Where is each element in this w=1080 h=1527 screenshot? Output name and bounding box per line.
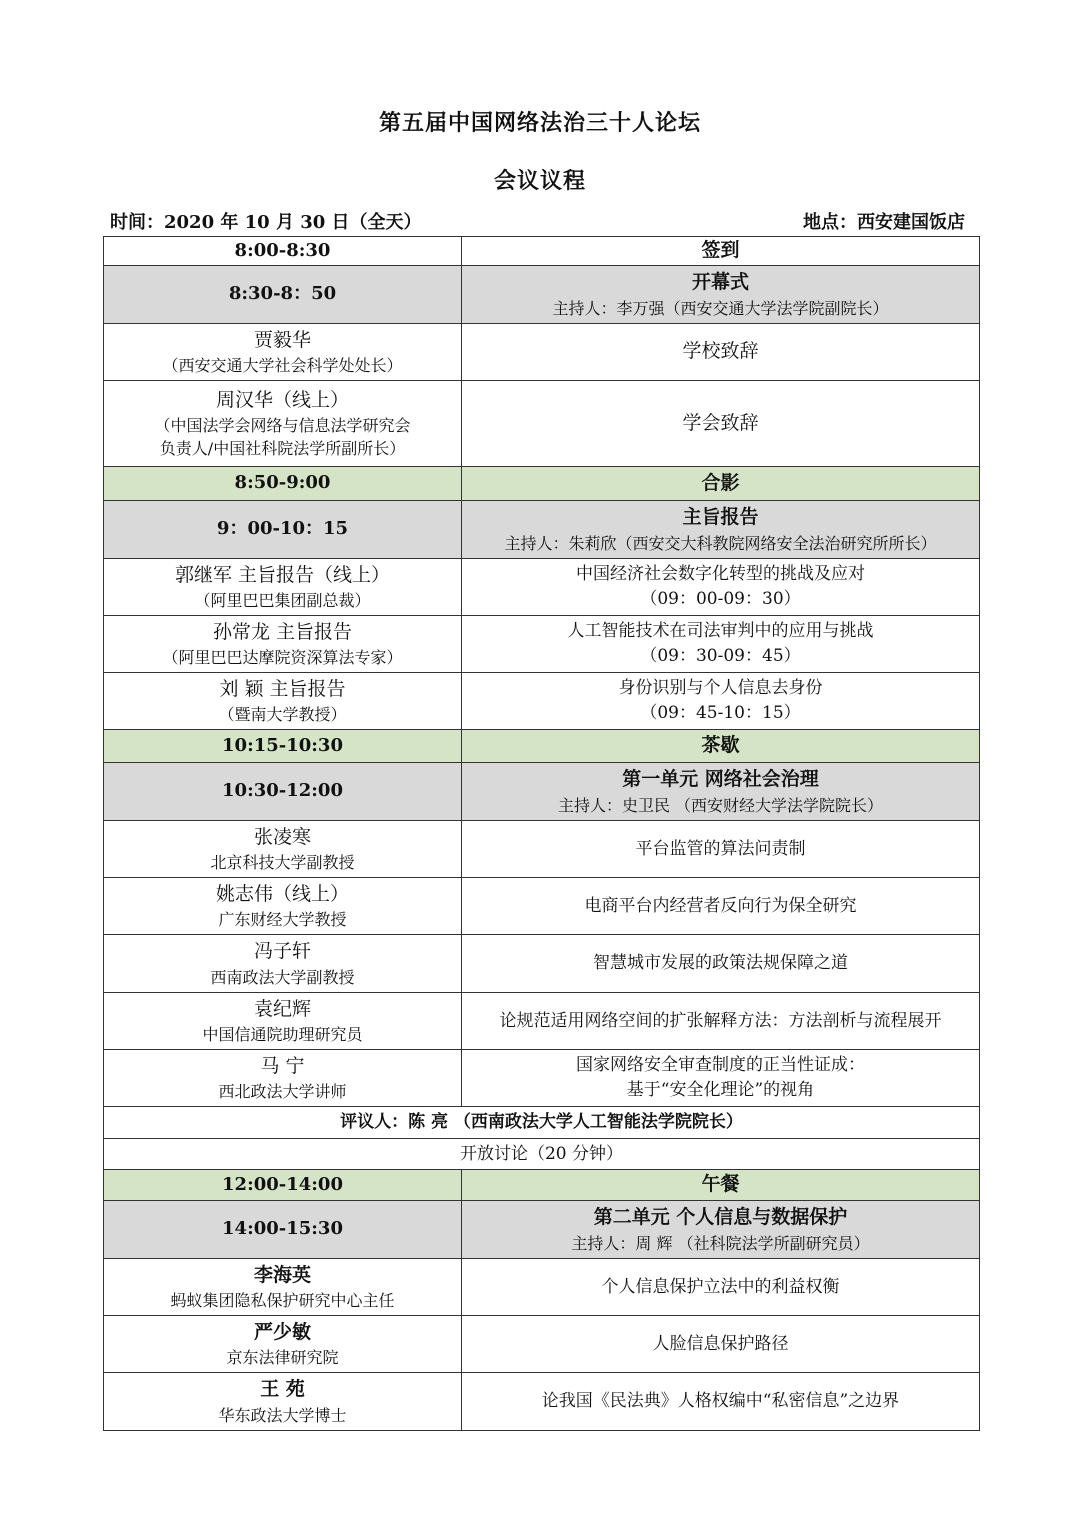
table-row <box>104 1316 980 1373</box>
lunch-time: 12:00-14:00 <box>104 1170 462 1201</box>
keynote-time: 9：00-10：15 <box>104 501 462 559</box>
row-checkin <box>104 237 980 266</box>
opening-time: 8:30-8：50 <box>104 266 462 324</box>
speaker-name: 刘 颖 主旨报告 <box>219 677 346 700</box>
lunch-label: 午餐 <box>462 1170 980 1201</box>
speaker-affiliation: 华东政法大学博士 <box>218 1405 347 1425</box>
reviewer-text: 评议人：陈 亮 （西南政法大学人工智能法学院院长） <box>104 1107 980 1139</box>
row-speech-2 <box>104 381 980 467</box>
speaker-name: 王 苑 <box>260 1378 305 1401</box>
keynote-cell <box>462 501 980 559</box>
speaker-cell <box>104 1259 462 1316</box>
speaker-affiliation-line-2: 负责人/中国社科院法学所副所长） <box>159 439 406 459</box>
talk-topic: 人工智能技术在司法审判中的应用与挑战 <box>567 621 874 642</box>
speaker-name: 贾毅华 <box>253 328 311 351</box>
speaker-cell <box>104 616 462 673</box>
speaker-affiliation: （阿里巴巴集团副总裁） <box>194 591 371 611</box>
table-row <box>104 993 980 1050</box>
topic-cell: 论规范适用网络空间的扩张解释方法：方法剖析与流程展开 <box>462 993 980 1050</box>
unit2-label: 第二单元 个人信息与数据保护 <box>593 1206 848 1229</box>
table-row <box>104 1259 980 1316</box>
talk-topic-line-2: 基于“安全化理论”的视角 <box>626 1080 815 1100</box>
topic-cell: 平台监管的算法问责制 <box>462 821 980 878</box>
keynote-host: 主持人：朱莉欣（西安交大科教院网络安全法治研究所所长） <box>504 533 937 553</box>
topic-cell <box>462 673 980 730</box>
photo-time: 8:50-9:00 <box>104 467 462 501</box>
discussion-text: 开放讨论（20 分钟） <box>104 1139 980 1170</box>
topic-cell: 论我国《民法典》人格权编中“私密信息”之边界 <box>462 1373 980 1431</box>
topic-cell: 学会致辞 <box>462 381 980 467</box>
speaker-affiliation: 北京科技大学副教授 <box>210 853 355 873</box>
opening-host: 主持人：李万强（西安交通大学法学院副院长） <box>552 298 889 318</box>
topic-cell: 个人信息保护立法中的利益权衡 <box>462 1259 980 1316</box>
speaker-cell <box>104 935 462 993</box>
opening-cell <box>462 266 980 324</box>
table-row <box>104 559 980 616</box>
row-unit-2 <box>104 1201 980 1259</box>
row-speech-1 <box>104 324 980 381</box>
row-reviewer <box>104 1107 980 1139</box>
photo-label: 合影 <box>462 467 980 501</box>
speaker-affiliation: 京东法律研究院 <box>226 1348 339 1368</box>
talk-topic-line-1: 国家网络安全审查制度的正当性证成： <box>576 1055 865 1076</box>
speaker-cell <box>104 381 462 467</box>
speaker-name: 姚志伟（线上） <box>215 882 349 905</box>
speaker-affiliation: 中国信通院助理研究员 <box>202 1025 363 1045</box>
speaker-cell <box>104 993 462 1050</box>
table-row <box>104 821 980 878</box>
topic-cell <box>462 616 980 673</box>
talk-slot: （09：30-09：45） <box>640 646 801 666</box>
speaker-affiliation-line-1: （中国法学会网络与信息法学研究会 <box>154 416 411 436</box>
row-keynote <box>104 501 980 559</box>
page-title: 第五届中国网络法治三十人论坛 <box>378 110 701 136</box>
speaker-cell <box>104 1050 462 1107</box>
table-row <box>104 878 980 935</box>
topic-cell <box>462 559 980 616</box>
speaker-name: 马 宁 <box>260 1054 305 1077</box>
unit1-time: 10:30-12:00 <box>104 763 462 821</box>
speaker-affiliation: （阿里巴巴达摩院资深算法专家） <box>162 648 403 668</box>
agenda-table <box>103 236 980 1431</box>
unit2-cell <box>462 1201 980 1259</box>
speaker-affiliation: 西南政法大学副教授 <box>210 967 355 987</box>
row-lunch <box>104 1170 980 1201</box>
speaker-cell <box>104 673 462 730</box>
table-row <box>104 673 980 730</box>
unit2-time: 14:00-15:30 <box>104 1201 462 1259</box>
speaker-name: 郭继军 主旨报告（线上） <box>174 563 391 586</box>
speaker-affiliation: 蚂蚁集团隐私保护研究中心主任 <box>170 1291 395 1311</box>
unit2-host: 主持人：周 辉 （社科院法学所副研究员） <box>571 1233 870 1253</box>
row-tea-break <box>104 730 980 763</box>
checkin-time: 8:00-8:30 <box>104 237 462 266</box>
speaker-cell <box>104 559 462 616</box>
speaker-cell <box>104 878 462 935</box>
topic-cell: 人脸信息保护路径 <box>462 1316 980 1373</box>
speaker-name: 周汉华（线上） <box>215 388 349 411</box>
talk-slot: （09：00-09：30） <box>640 589 801 609</box>
speaker-affiliation: （西安交通大学社会科学处处长） <box>162 356 403 376</box>
checkin-label: 签到 <box>462 237 980 266</box>
speaker-name: 李海英 <box>253 1263 311 1286</box>
topic-cell <box>462 1050 980 1107</box>
speaker-name: 张凌寒 <box>253 825 311 848</box>
date-info: 时间：2020 年 10 月 30 日（全天） <box>110 212 422 233</box>
row-photo <box>104 467 980 501</box>
table-row <box>104 616 980 673</box>
table-row <box>104 935 980 993</box>
page-subtitle: 会议议程 <box>493 168 586 194</box>
venue-info: 地点：西安建国饭店 <box>803 212 965 233</box>
topic-cell: 学校致辞 <box>462 324 980 381</box>
speaker-cell <box>104 1373 462 1431</box>
speaker-affiliation: （暨南大学教授） <box>218 705 347 725</box>
tea-time: 10:15-10:30 <box>104 730 462 763</box>
row-discussion <box>104 1139 980 1170</box>
speaker-name: 严少敏 <box>253 1320 311 1343</box>
table-row <box>104 1373 980 1431</box>
unit1-host: 主持人：史卫民 （西安财经大学法学院院长） <box>557 795 884 815</box>
unit1-label: 第一单元 网络社会治理 <box>622 768 819 791</box>
speaker-cell <box>104 1316 462 1373</box>
tea-label: 茶歇 <box>462 730 980 763</box>
topic-cell: 智慧城市发展的政策法规保障之道 <box>462 935 980 993</box>
talk-slot: （09：45-10：15） <box>640 703 801 723</box>
table-row <box>104 1050 980 1107</box>
row-unit-1 <box>104 763 980 821</box>
topic-cell: 电商平台内经营者反向行为保全研究 <box>462 878 980 935</box>
talk-topic: 中国经济社会数字化转型的挑战及应对 <box>576 564 865 585</box>
unit1-cell <box>462 763 980 821</box>
speaker-affiliation: 广东财经大学教授 <box>218 910 347 930</box>
row-opening <box>104 266 980 324</box>
keynote-label: 主旨报告 <box>682 506 759 529</box>
speaker-affiliation: 西北政法大学讲师 <box>218 1082 347 1102</box>
talk-topic: 身份识别与个人信息去身份 <box>618 678 823 699</box>
opening-label: 开幕式 <box>691 271 749 294</box>
speaker-name: 冯子轩 <box>253 940 311 963</box>
speaker-name: 袁纪辉 <box>253 997 311 1020</box>
speaker-cell <box>104 821 462 878</box>
speaker-cell <box>104 324 462 381</box>
speaker-name: 孙常龙 主旨报告 <box>212 620 353 643</box>
